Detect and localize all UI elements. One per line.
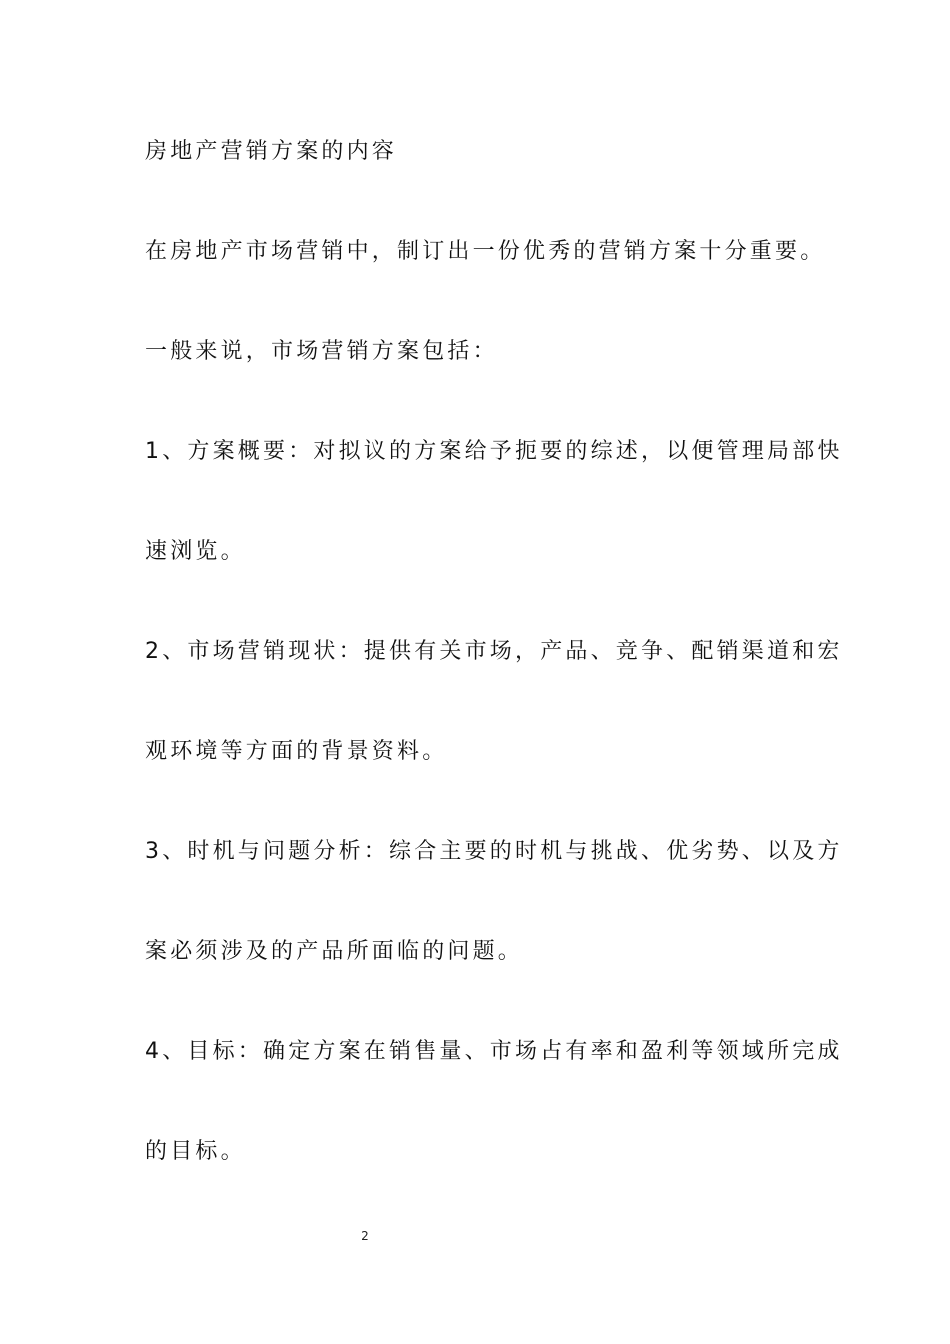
paragraph-line: 3、时机与问题分析：综合主要的时机与挑战、优劣势、以及方 [145, 839, 843, 864]
paragraph-line: 1、方案概要：对拟议的方案给予扼要的综述，以便管理局部快 [145, 439, 843, 464]
paragraph-line: 速浏览。 [145, 539, 246, 564]
paragraph-line: 2、市场营销现状：提供有关市场，产品、竞争、配销渠道和宏 [145, 639, 843, 664]
page-number: 2 [361, 1229, 369, 1243]
paragraph-line: 观环境等方面的背景资料。 [145, 739, 448, 764]
paragraph-line: 一般来说，市场营销方案包括： [145, 339, 498, 364]
document-title: 房地产营销方案的内容 [145, 139, 398, 164]
paragraph-line: 案必须涉及的产品所面临的问题。 [145, 939, 524, 964]
paragraph-line: 4、目标：确定方案在销售量、市场占有率和盈利等领域所完成 [145, 1039, 843, 1064]
paragraph-line: 的目标。 [145, 1139, 246, 1164]
paragraph-line: 在房地产市场营销中，制订出一份优秀的营销方案十分重要。 [145, 239, 826, 264]
